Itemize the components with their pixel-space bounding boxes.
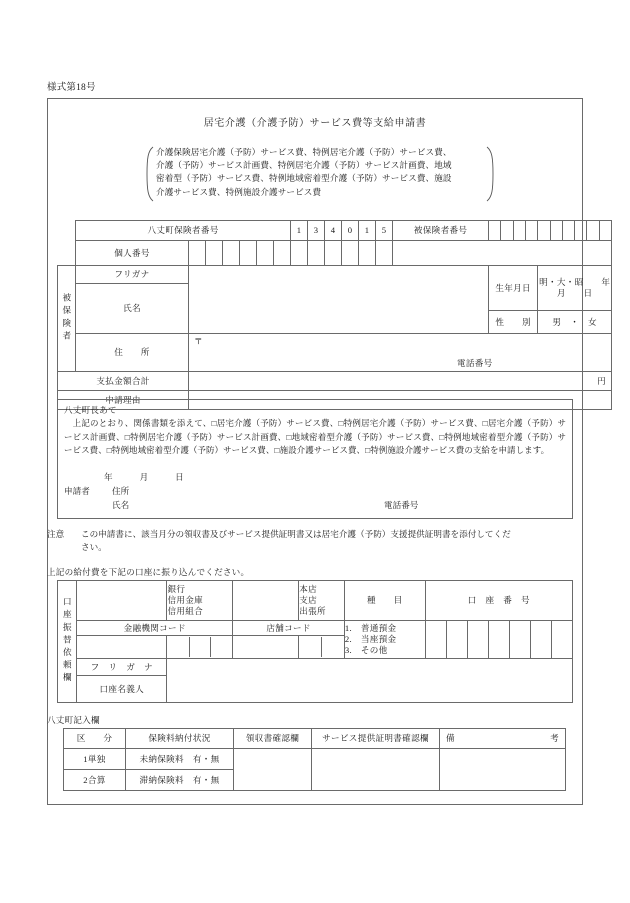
personal-number-cell[interactable] xyxy=(359,241,376,266)
payment-total-label: 支払金額合計 xyxy=(58,372,189,391)
town-service-cert-check-input[interactable] xyxy=(312,749,440,791)
birth-date-value[interactable]: 明・大・昭 年 月 日 xyxy=(538,266,612,311)
postal-mark-icon: 〒 xyxy=(194,336,203,346)
signature-block xyxy=(64,470,566,512)
account-number-cell[interactable] xyxy=(530,621,551,659)
bank-transfer-table xyxy=(57,580,573,703)
caution-text-2: さい。 xyxy=(81,541,107,552)
furigana-label: フリガナ xyxy=(76,266,189,284)
declaration-box xyxy=(57,399,573,519)
institution-code-cell[interactable] xyxy=(189,637,211,657)
form-number: 様式第18号 xyxy=(47,83,96,93)
town-header-payment-status: 保険料納付状況 xyxy=(126,729,234,749)
town-division-2: 2合算 xyxy=(64,770,126,791)
town-division-1: 1単独 xyxy=(64,749,126,770)
brace-left-icon xyxy=(145,146,154,202)
town-header-remarks-right: 考 xyxy=(550,733,559,744)
institution-code-cell[interactable] xyxy=(167,637,189,657)
insured-number-cell[interactable] xyxy=(599,221,611,241)
account-number-cell[interactable] xyxy=(509,621,530,659)
branch-type-options[interactable] xyxy=(299,581,345,621)
caution-text-1: この申請書に、該当月分の領収書及びサービス提供証明書又は居宅介護（予防）支援提供証明書を添付してくだ xyxy=(81,529,511,539)
service-scope-text xyxy=(154,146,486,202)
bank-side-label-text: 口座振替依頼欄 xyxy=(62,597,73,686)
holder-furigana-row xyxy=(58,659,573,676)
personal-number-cell[interactable] xyxy=(308,241,325,266)
branch-code-cell[interactable] xyxy=(322,637,344,657)
town-header-division: 区 分 xyxy=(64,729,126,749)
deposit-type-0: 1. 普通預金 xyxy=(344,623,397,634)
insured-number-cell[interactable] xyxy=(550,221,562,241)
personal-number-blank xyxy=(393,241,612,266)
payment-total-row xyxy=(58,372,612,391)
institution-code-cell-group[interactable] xyxy=(167,636,233,659)
town-remarks-input[interactable] xyxy=(440,749,566,791)
table-row xyxy=(64,749,566,770)
branch-code-cell-group[interactable] xyxy=(299,636,345,659)
bank-name-input[interactable] xyxy=(77,581,167,621)
insurer-digit-4: 0 xyxy=(342,221,359,241)
town-payment-status-1[interactable]: 未納保険料 有・無 xyxy=(126,749,234,770)
account-number-cell[interactable] xyxy=(551,621,572,659)
personal-number-cell[interactable] xyxy=(274,241,291,266)
service-scope-line-4: 介護サービス費、特例施設介護サービス費 xyxy=(156,186,322,197)
branch-type-2: 出張所 xyxy=(299,605,326,616)
insured-number-cell[interactable] xyxy=(575,221,587,241)
insured-number-cell[interactable] xyxy=(562,221,574,241)
address-input[interactable] xyxy=(189,334,612,372)
address-label: 住 所 xyxy=(76,334,189,372)
personal-number-cell[interactable] xyxy=(189,241,206,266)
applicant-label: 申請者 xyxy=(64,485,90,496)
insurer-number-label: 八丈町保険者番号 xyxy=(76,221,291,241)
furigana-input[interactable] xyxy=(189,266,489,284)
deposit-type-1: 2. 当座預金 xyxy=(344,634,397,645)
account-number-cell[interactable] xyxy=(446,621,467,659)
name-input[interactable] xyxy=(189,284,489,334)
account-number-cell[interactable] xyxy=(467,621,488,659)
applicant-address-label: 住所 xyxy=(112,485,130,496)
institution-code-cell[interactable] xyxy=(211,637,233,657)
town-header-receipt-check: 領収書確認欄 xyxy=(234,729,312,749)
address-row xyxy=(58,334,612,372)
caution-label: 注意 xyxy=(47,529,65,539)
insured-number-cell[interactable] xyxy=(501,221,513,241)
insured-number-label: 被保険者番号 xyxy=(393,221,489,241)
personal-number-row xyxy=(58,241,612,266)
insurer-number-row xyxy=(58,221,612,241)
personal-number-cell[interactable] xyxy=(240,241,257,266)
deposit-type-2: 3. その他 xyxy=(344,644,388,655)
sex-label: 性 別 xyxy=(489,311,538,334)
personal-number-cell[interactable] xyxy=(342,241,359,266)
account-number-label: 口 座 番 号 xyxy=(425,581,572,621)
town-receipt-check-input[interactable] xyxy=(234,749,312,791)
branch-code-label: 店舗コード xyxy=(233,621,345,636)
birth-date-label: 生年月日 xyxy=(489,266,538,311)
branch-code-cell[interactable] xyxy=(233,636,299,659)
declaration-date-line[interactable]: 年 月 日 xyxy=(104,471,185,482)
insured-number-cell[interactable] xyxy=(489,221,501,241)
holder-name-label: 口座名義人 xyxy=(77,676,167,703)
personal-number-cell[interactable] xyxy=(376,241,393,266)
insured-number-cell[interactable] xyxy=(525,221,537,241)
insured-number-cell[interactable] xyxy=(513,221,525,241)
insurer-digit-6: 5 xyxy=(376,221,393,241)
institution-type-2: 信用組合 xyxy=(167,605,204,616)
declaration-body: 上記のとおり、関係書類を添えて、□居宅介護（予防）サービス費、□特例居宅介護（予防）サービス費、□居宅介護（予防）サービス計画費、□特例居宅介護（予防）サービス計画費、□地域密着型介護（予防）サービス費、□特例地域密着型介護（予防）サービス費、□特例地域密着型介護（予防）サービス費、□施設介護サービス費、□特例施設介護サービス費の支給を申請します。 xyxy=(64,418,566,456)
brace-right-icon xyxy=(486,146,495,202)
town-header-remarks xyxy=(440,729,566,749)
institution-type-options[interactable] xyxy=(167,581,233,621)
furigana-row xyxy=(58,266,612,284)
insured-phone-label: 電話番号 xyxy=(457,358,493,369)
branch-type-1: 支店 xyxy=(299,595,317,606)
name-label: 氏名 xyxy=(76,284,189,334)
service-scope-line-2: 介護（予防）サービス計画費、特例居宅介護（予防）サービス計画費、地域 xyxy=(156,160,452,171)
town-header-remarks-left: 備 xyxy=(446,733,455,744)
deposit-type-label: 種 目 xyxy=(344,581,425,621)
insured-side-label xyxy=(58,266,76,372)
personal-number-cell[interactable] xyxy=(291,241,308,266)
personal-number-cell[interactable] xyxy=(223,241,240,266)
branch-name-input[interactable] xyxy=(233,581,299,621)
applicant-name-line xyxy=(64,498,566,512)
personal-number-cell[interactable] xyxy=(206,241,223,266)
holder-furigana-input[interactable] xyxy=(167,659,573,676)
applicant-phone-label: 電話番号 xyxy=(384,499,419,510)
institution-type-1: 信用金庫 xyxy=(167,595,204,606)
town-header-row xyxy=(64,729,566,749)
insurer-digit-1: 1 xyxy=(291,221,308,241)
personal-number-cell[interactable] xyxy=(325,241,342,266)
holder-furigana-label: フ リ ガ ナ xyxy=(77,659,167,676)
insurer-digit-3: 4 xyxy=(325,221,342,241)
applicant-name-label: 氏名 xyxy=(112,499,130,510)
institution-code-label: 金融機関コード xyxy=(77,621,233,636)
account-number-cell[interactable] xyxy=(488,621,509,659)
sex-value[interactable]: 男 ・ 女 xyxy=(538,311,612,334)
insured-person-table xyxy=(57,220,629,410)
town-payment-status-2[interactable]: 滞納保険料 有・無 xyxy=(126,770,234,791)
town-entry-table xyxy=(63,728,566,791)
code-label-row xyxy=(58,621,573,636)
account-number-spacer xyxy=(425,621,446,659)
caution-note xyxy=(47,528,587,553)
insured-number-cell[interactable] xyxy=(538,221,550,241)
insured-number-cell[interactable] xyxy=(587,221,599,241)
branch-type-0: 本店 xyxy=(299,584,317,595)
holder-name-input[interactable] xyxy=(167,676,573,703)
institution-type-0: 銀行 xyxy=(167,584,186,595)
caution-line-1 xyxy=(47,528,587,541)
reason-label: 申請理由 xyxy=(58,391,189,410)
insured-side-label-text: 被保険者 xyxy=(61,293,72,344)
branch-code-cell[interactable] xyxy=(299,637,321,657)
town-entry-title: 八丈町記入欄 xyxy=(47,715,100,725)
page-title: 居宅介護（介護予防）サービス費等支給申請書 xyxy=(203,118,427,129)
bank-name-row xyxy=(58,581,573,621)
service-scope-line-3: 密着型（予防）サービス費、特例地域密着型介護（予防）サービス費、施設 xyxy=(156,173,452,184)
personal-number-label: 個人番号 xyxy=(76,241,189,266)
holder-name-row xyxy=(58,676,573,703)
transfer-instruction: 上記の給付費を下記の口座に振り込んでください。 xyxy=(47,567,250,577)
applicant-address-line xyxy=(64,484,566,498)
service-scope-brace-block xyxy=(145,146,495,202)
bank-side-label xyxy=(58,581,77,703)
personal-number-cell[interactable] xyxy=(257,241,274,266)
town-header-service-cert-check: サービス提供証明書確認欄 xyxy=(312,729,440,749)
insurer-digit-2: 3 xyxy=(308,221,325,241)
institution-code-cell[interactable] xyxy=(77,636,167,659)
service-scope-line-1: 介護保険居宅介護（予防）サービス費、特例居宅介護（予防）サービス費、 xyxy=(156,147,452,157)
insurer-digit-5: 1 xyxy=(359,221,376,241)
declaration-addressee: 八丈町長あて xyxy=(64,405,117,415)
payment-total-input[interactable]: 円 xyxy=(189,372,612,391)
deposit-type-options[interactable] xyxy=(344,621,425,659)
